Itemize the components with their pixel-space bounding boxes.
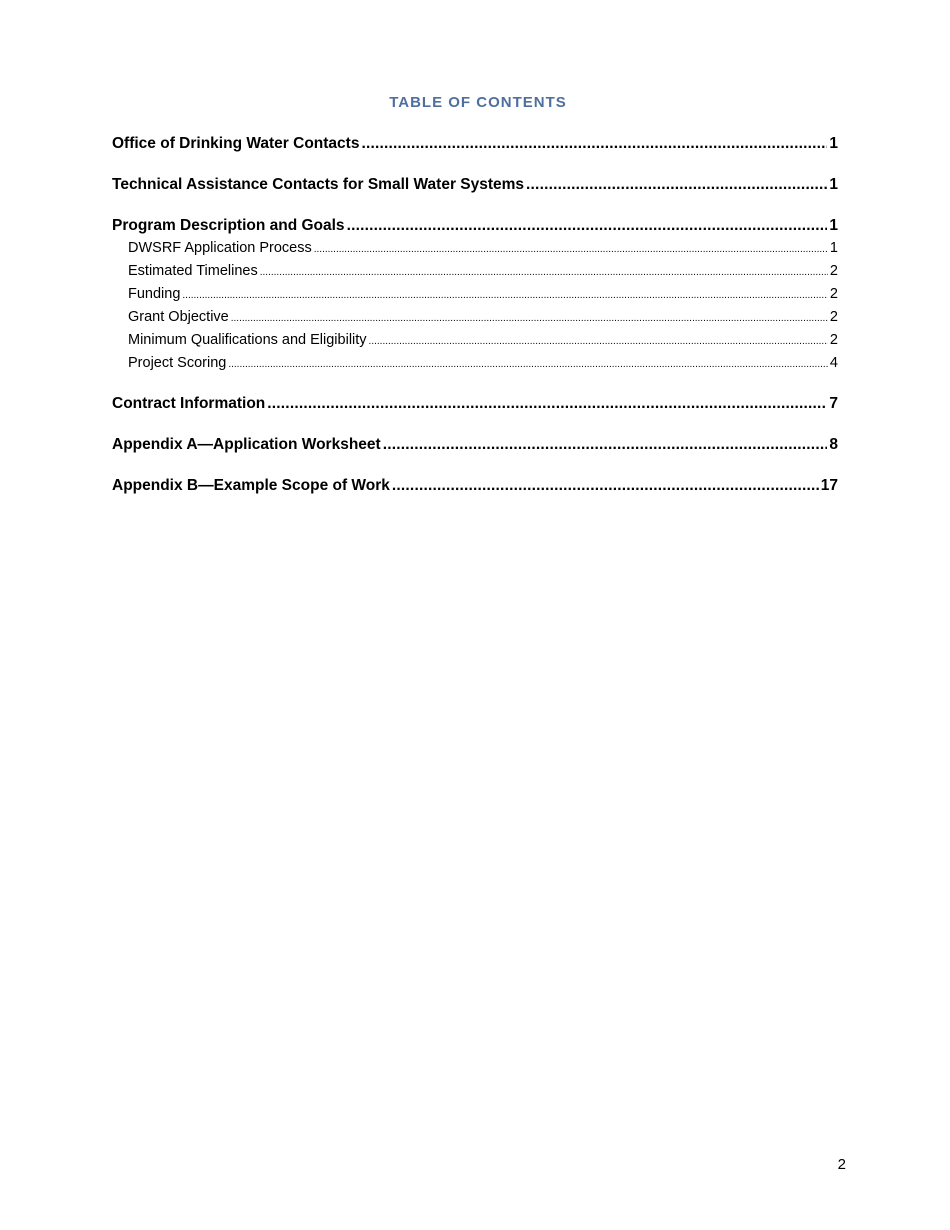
toc-dot-leader [361, 133, 827, 155]
toc-entry-label: Program Description and Goals [112, 217, 345, 234]
toc-subentry-label: Grant Objective [128, 309, 229, 325]
toc-dot-leader [228, 353, 828, 376]
toc-entry-technical-assistance-contacts[interactable] [112, 174, 838, 196]
toc-dot-leader [526, 174, 827, 196]
toc-dot-leader [392, 475, 819, 497]
toc-subentry-project-scoring[interactable] [112, 352, 838, 375]
toc-entry-label: Contract Information [112, 395, 266, 412]
toc-entry-page: 17 [820, 477, 838, 494]
toc-title: TABLE OF CONTENTS [389, 94, 567, 111]
toc-subentry-page: 2 [829, 263, 838, 279]
toc-subentry-minimum-qualifications[interactable] [112, 329, 838, 352]
toc-subentry-label: DWSRF Application Process [128, 240, 312, 256]
table-of-contents [112, 133, 838, 516]
toc-entry-office-of-drinking-water-contacts[interactable] [112, 133, 838, 155]
page-number: 2 [837, 1156, 846, 1173]
toc-subentry-page: 2 [829, 332, 838, 348]
toc-subentry-page: 1 [829, 240, 838, 256]
toc-entry-appendix-b[interactable] [112, 475, 838, 497]
toc-entry-label: Appendix B—Example Scope of Work [112, 477, 390, 494]
toc-subentry-label: Funding [128, 286, 181, 302]
toc-subentry-page: 2 [829, 286, 838, 302]
toc-entry-label: Technical Assistance Contacts for Small Water Systems [112, 176, 525, 193]
toc-subentry-dwsrf-application-process[interactable] [112, 237, 838, 260]
toc-subentry-funding[interactable] [112, 283, 838, 306]
toc-subentry-label: Project Scoring [128, 355, 227, 371]
toc-dot-leader [231, 307, 828, 330]
toc-subentry-label: Minimum Qualifications and Eligibility [128, 332, 367, 348]
toc-entry-program-description-and-goals[interactable] [112, 215, 838, 237]
toc-subentry-page: 4 [829, 355, 838, 371]
toc-dot-leader [369, 330, 828, 353]
toc-entry-page: 1 [829, 135, 838, 152]
toc-entry-label: Appendix A—Application Worksheet [112, 436, 381, 453]
toc-dot-leader [267, 393, 827, 415]
toc-dot-leader [182, 284, 828, 307]
toc-subentry-grant-objective[interactable] [112, 306, 838, 329]
toc-dot-leader [347, 215, 828, 237]
toc-subentry-estimated-timelines[interactable] [112, 260, 838, 283]
toc-entry-page: 8 [829, 436, 838, 453]
toc-subentry-page: 2 [829, 309, 838, 325]
toc-entry-contract-information[interactable] [112, 393, 838, 415]
toc-dot-leader [383, 434, 828, 456]
toc-entry-page: 7 [829, 395, 838, 412]
toc-dot-leader [260, 261, 828, 284]
toc-entry-appendix-a[interactable] [112, 434, 838, 456]
toc-subentry-label: Estimated Timelines [128, 263, 258, 279]
toc-entry-label: Office of Drinking Water Contacts [112, 135, 360, 152]
toc-entry-page: 1 [829, 176, 838, 193]
toc-dot-leader [314, 238, 828, 261]
toc-entry-page: 1 [829, 217, 838, 234]
